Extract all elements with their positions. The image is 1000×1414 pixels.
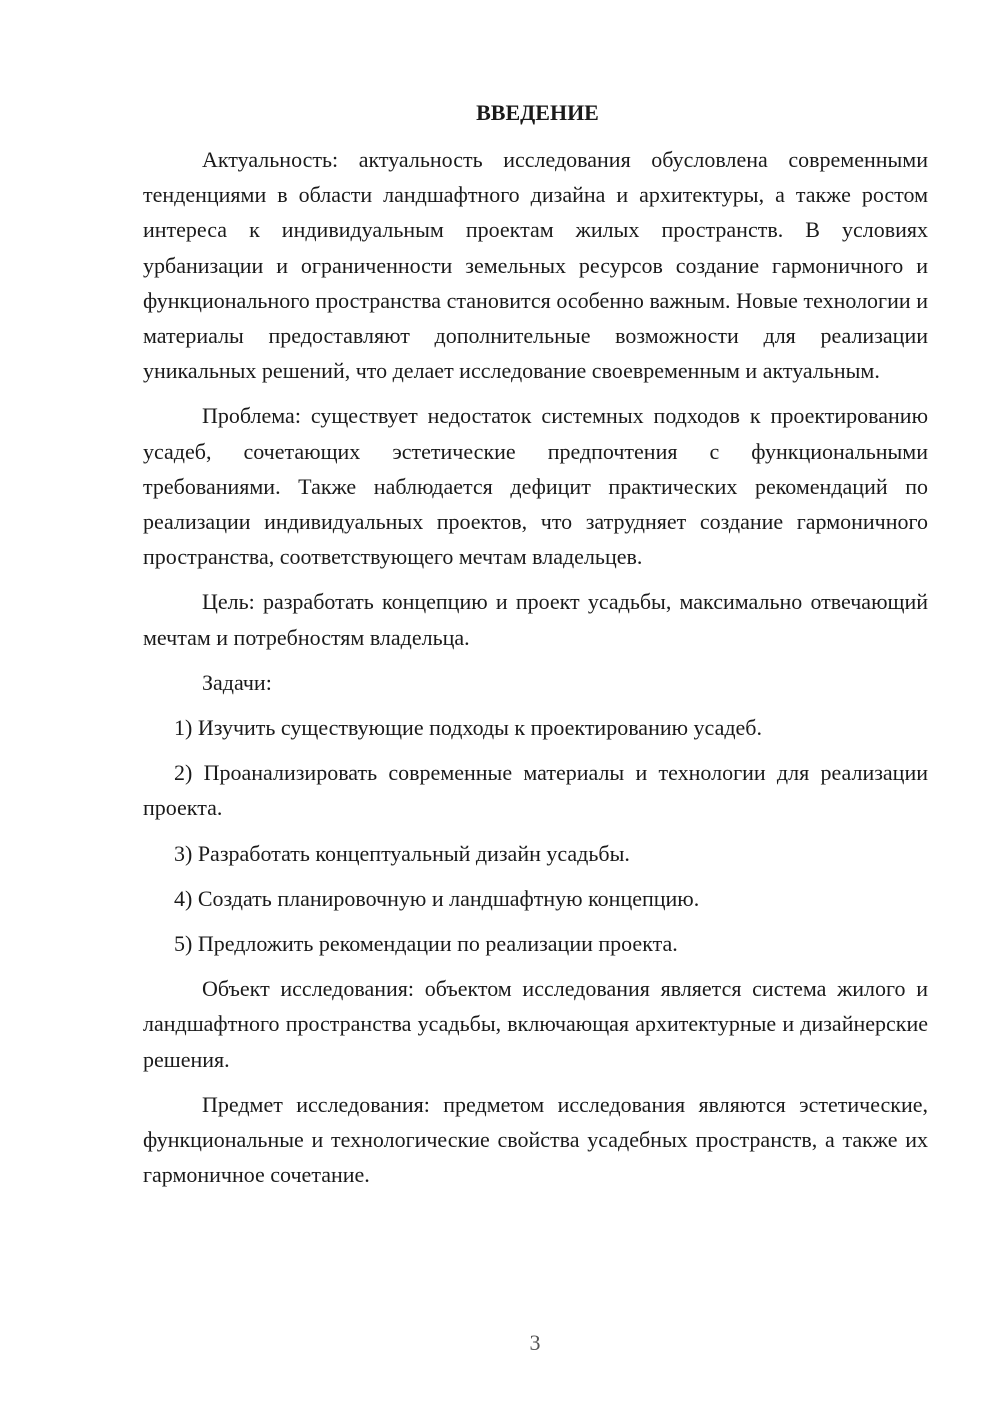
task-item: 5) Предложить рекомендации по реализации проекта.: [174, 931, 678, 957]
goal-paragraph: Цель: разработать концепцию и проект усадьбы, максимально отвечающий мечтам и потребностям владельца.: [143, 589, 928, 650]
relevance-paragraph: Актуальность: актуальность исследования обусловлена современными тенденциями в области ландшафтного дизайна и архитектуры, а также ростом интереса к индивидуальным проектам жилых пространств. В условиях урбанизации и ограниченности земельных ресурсов создание гармоничного и функционального пространства становится особенно важным. Новые технологии и материалы предоставляют дополнительные возможности для реализации уникальных решений, что делает исследование своевременным и актуальным.: [143, 147, 928, 384]
page-number: 3: [529, 1330, 541, 1355]
document-page: [143, 95, 928, 1202]
subject-paragraph: Предмет исследования: предметом исследования являются эстетические, функциональные и технологические свойства усадебных пространств, а также их гармоничное сочетание.: [143, 1091, 928, 1188]
tasks-heading: Задачи:: [202, 669, 272, 695]
task-item: 4) Создать планировочную и ландшафтную концепцию.: [174, 885, 700, 911]
tasks-list: [143, 710, 928, 961]
problem-paragraph: Проблема: существует недостаток системных подходов к проектированию усадеб, сочетающих эстетические предпочтения с функциональными требованиями. Также наблюдается дефицит практических рекомендаций по реализации индивидуальных проектов, что затрудняет создание гармоничного пространства, соответствующего мечтам владельцев.: [143, 403, 928, 570]
task-item: 1) Изучить существующие подходы к проектированию усадеб.: [174, 715, 762, 741]
task-item: 2) Проанализировать современные материалы и технологии для реализации проекта.: [143, 760, 928, 821]
page-title: ВВЕДЕНИЕ: [476, 100, 599, 125]
object-paragraph: Объект исследования: объектом исследования является система жилого и ландшафтного пространства усадьбы, включающая архитектурные и дизайнерские решения.: [143, 976, 928, 1072]
task-item: 3) Разработать концептуальный дизайн усадьбы.: [174, 840, 630, 866]
